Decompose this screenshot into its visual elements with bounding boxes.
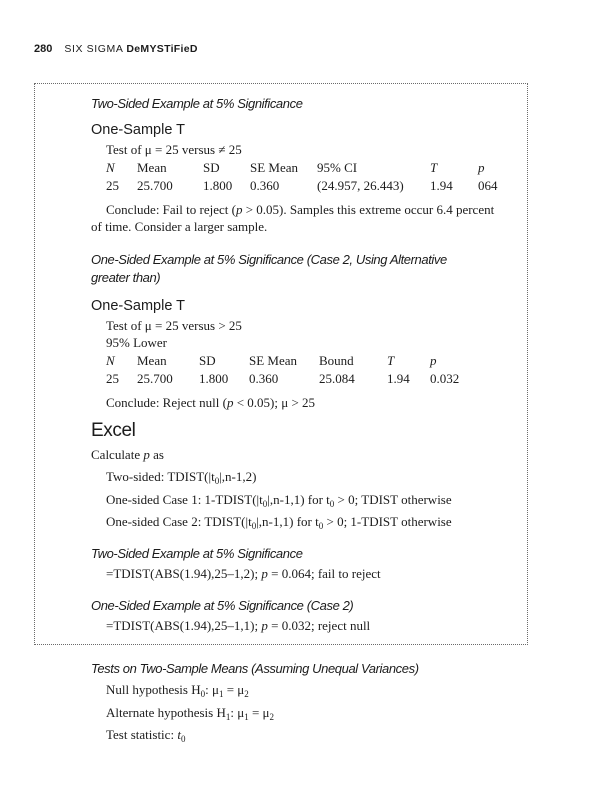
page-number: 280 — [34, 43, 53, 55]
sec2-title-line1: One-Sided Example at 5% Significance (Case 2, Using Alternative — [91, 252, 447, 267]
running-header — [34, 43, 198, 55]
sec2-cell-n: 25 — [106, 371, 119, 386]
twosample-null-hypothesis: Null hypothesis $H_0$: $\mu_1 = \mu_2$ — [106, 682, 249, 699]
twosample-test-statistic: Test statistic: $t_0$ — [106, 727, 186, 744]
sec2-test-line: Test of μ = 25 versus > 25 — [106, 318, 242, 333]
sec1-conclusion-line1: Conclude: Fail to reject (p > 0.05). Samples this extreme occur 6.4 percent — [106, 202, 495, 217]
sec2-col-semean: SE Mean — [249, 353, 298, 368]
sec1-col-t: T — [430, 160, 438, 175]
header-title: SIX SIGMA — [64, 43, 123, 55]
sec1-title: Two-Sided Example at 5% Significance — [91, 96, 303, 111]
excel-example1-formula: =TDIST(ABS(1.94),25–1,2); p = 0.064; fail to reject — [106, 566, 381, 581]
sec2-cell-mean: 25.700 — [137, 371, 173, 386]
excel-one-sided-case2: One-sided Case 2: $TDIST(|t_0|,n-1,1)$ for $t_0 > 0$; 1-TDIST otherwise — [106, 514, 452, 531]
excel-one-sided-case1: One-sided Case 1: $1-TDIST(|t_0|,n-1,1)$ for $t_0 > 0$; TDIST otherwise — [106, 492, 452, 509]
excel-example1-title: Two-Sided Example at 5% Significance — [91, 546, 303, 561]
sec2-title-line2: greater than) — [91, 270, 161, 285]
sec2-cell-semean: 0.360 — [249, 371, 279, 386]
excel-calc-line: Calculate p as — [91, 447, 164, 462]
sec1-cell-semean: 0.360 — [250, 178, 280, 193]
twosample-alternate-hypothesis: Alternate hypothesis $H_1$: $\mu_1 = \mu_2$ — [106, 705, 275, 722]
twosample-title: Tests on Two-Sample Means (Assuming Unequal Variances) — [91, 661, 419, 676]
sec2-col-mean: Mean — [137, 353, 167, 368]
sec1-cell-t: 1.94 — [430, 178, 453, 193]
sec1-conclusion-line2: of time. Consider a larger sample. — [91, 219, 268, 234]
sec2-col-t: T — [387, 353, 395, 368]
sec2-conclusion: Conclude: Reject null (p < 0.05); μ > 25 — [106, 395, 316, 410]
sec1-cell-mean: 25.700 — [137, 178, 173, 193]
sec1-cell-p: 064 — [478, 178, 498, 193]
sec2-cell-p: 0.032 — [430, 371, 460, 386]
sec1-col-ci: 95% CI — [317, 160, 358, 175]
sec2-cell-sd: 1.800 — [199, 371, 229, 386]
excel-example2-title: One-Sided Example at 5% Significance (Case 2) — [91, 598, 354, 613]
sec2-col-sd: SD — [199, 353, 216, 368]
excel-two-sided: Two-sided: $TDIST(|t_0|,n-1,2)$ — [106, 469, 257, 486]
sec1-col-mean: Mean — [137, 160, 167, 175]
sec2-col-n: N — [106, 353, 115, 368]
sec1-col-sd: SD — [203, 160, 220, 175]
sec2-col-bound: Bound — [319, 353, 354, 368]
sec1-cell-sd: 1.800 — [203, 178, 233, 193]
sec2-col-p: p — [430, 353, 437, 368]
sec2-cell-t: 1.94 — [387, 371, 410, 386]
sec1-col-p: p — [478, 160, 485, 175]
header-title-bold: DeMYSTiFieD — [126, 43, 198, 55]
sec1-cell-n: 25 — [106, 178, 119, 193]
sec2-cell-bound: 25.084 — [319, 371, 355, 386]
excel-heading: Excel — [91, 420, 136, 441]
sec1-col-semean: SE Mean — [250, 160, 299, 175]
sec1-subtitle: One-Sample T — [91, 122, 186, 138]
sec2-lower-label: 95% Lower — [106, 335, 168, 350]
excel-example2-formula: =TDIST(ABS(1.94),25–1,1); p = 0.032; reject null — [106, 618, 371, 633]
sec1-test-line: Test of μ = 25 versus ≠ 25 — [106, 142, 242, 157]
sec1-cell-ci: (24.957, 26.443) — [317, 178, 404, 193]
sec2-subtitle: One-Sample T — [91, 298, 186, 314]
sec1-col-n: N — [106, 160, 115, 175]
